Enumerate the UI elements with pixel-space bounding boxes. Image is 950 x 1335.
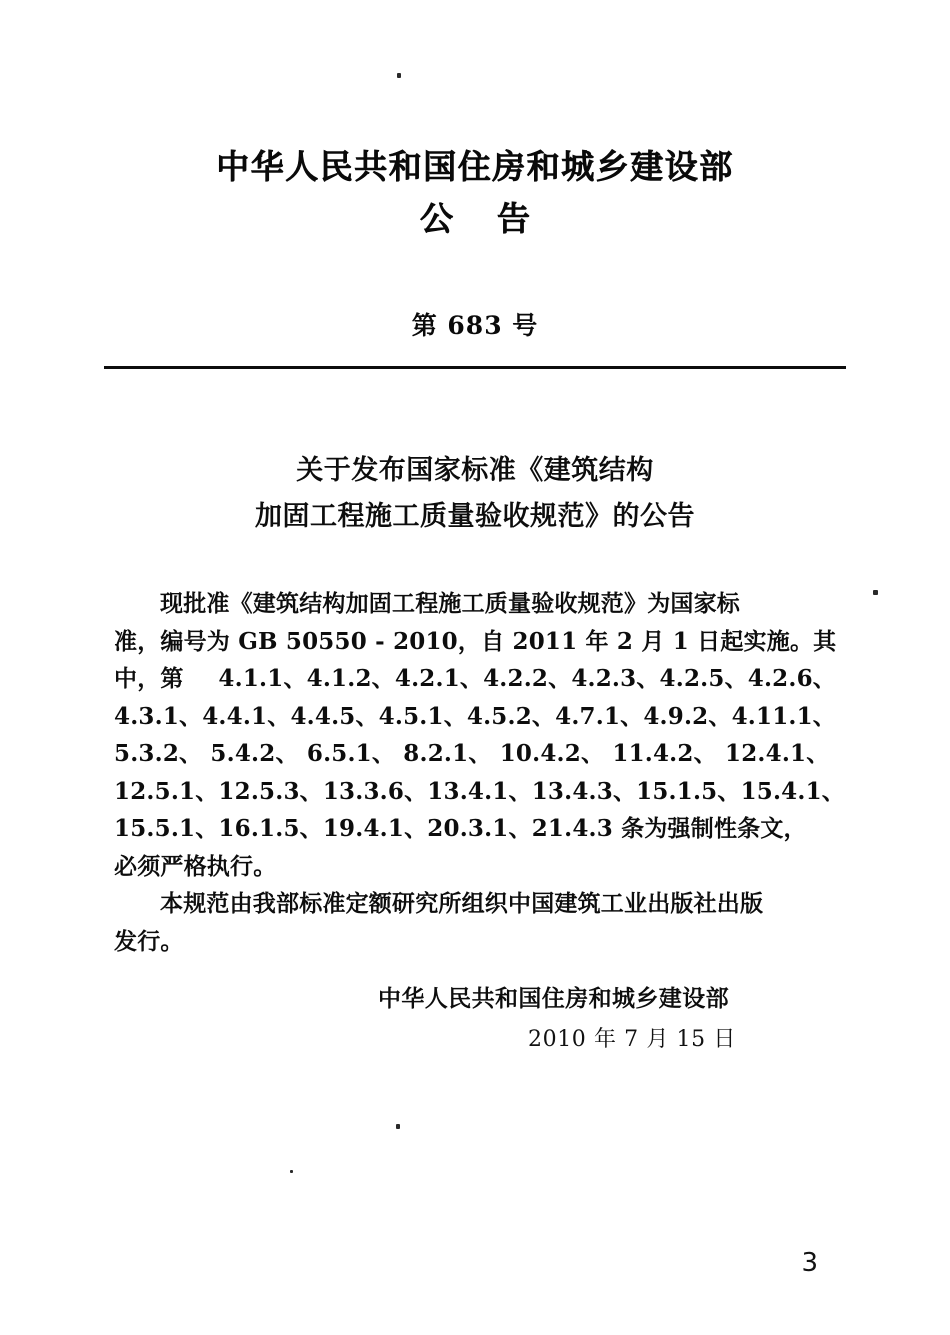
masthead (0, 148, 950, 240)
headline-line-2: 加固工程施工质量验收规范》的公告 (255, 501, 695, 532)
document-number: 第 683 号 (411, 311, 539, 340)
masthead-document-kind: 公告 (420, 198, 574, 238)
page-number-folio: 3 (801, 1248, 818, 1278)
scan-speck-lower-left (290, 1170, 293, 1173)
paragraph-1-line-4: 4.3.1、4.4.1、4.4.5、4.5.1、4.5.2、4.7.1、4.9.2、4.11.1、 (114, 702, 837, 730)
scan-speck-lower-center (396, 1124, 400, 1129)
masthead-ministry-title: 中华人民共和国住房和城乡建设部 (216, 147, 734, 186)
paragraph-1-line-1: 现批准《建筑结构加固工程施工质量验收规范》为国家标 (160, 590, 740, 617)
paragraph-2-line-2: 发行。 (114, 927, 184, 955)
paragraph-1-line-6: 12.5.1、12.5.3、13.3.6、13.4.1、13.4.3、15.1.5、15.4.1、 (114, 777, 845, 805)
paragraph-1-line-3 (114, 660, 836, 698)
paragraph-2-line-1: 本规范由我部标准定额研究所组织中国建筑工业出版社出版 (160, 890, 764, 917)
paragraph-1-line-3-clauses: 4.1.1、4.1.2、4.2.1、4.2.2、4.2.3、4.2.5、4.2.6、 (218, 665, 836, 692)
signature-organization: 中华人民共和国住房和城乡建设部 (378, 986, 729, 1012)
paragraph-1-line-3-prefix: 中，第 (114, 665, 192, 692)
scan-speck-right-margin (873, 590, 878, 595)
paragraph-1-line-8: 必须严格执行。 (114, 852, 277, 880)
paragraph-1-line-2: 准，编号为 GB 50550 - 2010，自 2011 年 2 月 1 日起实施。其 (114, 627, 837, 655)
signature-block (0, 982, 950, 1055)
headline-line-1: 关于发布国家标准《建筑结构 (296, 455, 654, 486)
horizontal-rule-divider (104, 366, 846, 369)
scan-speck-top (397, 73, 401, 78)
paragraph-1-line-5: 5.3.2、 5.4.2、 6.5.1、 8.2.1、 10.4.2、 11.4.2、 12.4.1、 (114, 740, 830, 767)
headline-title (0, 448, 950, 540)
signature-date: 2010 年 7 月 15 日 (528, 1027, 736, 1052)
body-text (114, 585, 845, 960)
paragraph-1-line-7: 15.5.1、16.1.5、19.4.1、20.3.1、21.4.3 条为强制性条文， (114, 815, 807, 842)
